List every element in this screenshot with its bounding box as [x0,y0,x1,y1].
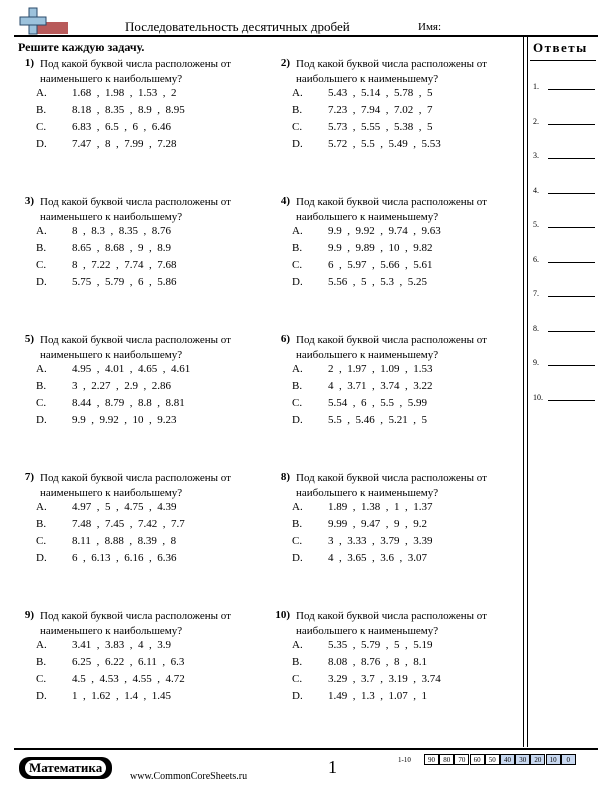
answer-line[interactable] [533,390,595,402]
choice-letter: C. [36,673,47,685]
answer-number: 5. [533,220,539,229]
answer-blank[interactable] [548,124,595,125]
choice-values: 8 , 8.3 , 8.35 , 8.76 [72,225,171,237]
score-box: 40 [500,754,515,765]
choice-values: 6 , 5.97 , 5.66 , 5.61 [328,259,433,271]
score-box: 70 [454,754,469,765]
brand-badge [19,757,112,779]
answer-blank[interactable] [548,89,595,90]
answer-number: 6. [533,254,539,264]
answer-choice [292,639,433,651]
answer-line[interactable] [533,321,595,333]
choice-letter: C. [292,397,303,409]
answer-choice [36,518,185,530]
answer-choice [292,656,427,668]
problem-question: Под какой буквой числа расположены от наибольшего к наименьшему? [296,472,487,499]
answer-number: 4. [533,185,539,195]
score-range-label: 1-10 [398,756,411,764]
answer-choice [36,535,176,547]
answer-choice [292,414,427,426]
problem-number: 7) [24,471,34,483]
score-box: 20 [530,754,545,765]
answer-choice [292,104,433,116]
choice-letter: B. [36,380,47,392]
answer-choice [292,552,427,564]
score-box: 80 [439,754,454,765]
name-label: Имя: [418,21,442,33]
choice-letter: D. [292,276,303,288]
header-divider [14,35,598,37]
brand-label: Математика [25,760,106,776]
problem-number: 6) [280,333,290,345]
page-number: 1 [328,757,337,777]
answer-choice [36,225,171,237]
answer-number: 1. [533,82,539,91]
problem-number: 2) [280,57,290,69]
choice-letter: A. [36,225,47,237]
choice-letter: B. [292,242,303,254]
choice-letter: D. [292,414,303,426]
choice-values: 3 , 3.33 , 3.79 , 3.39 [328,535,433,547]
choice-values: 9.9 , 9.89 , 10 , 9.82 [328,242,433,254]
score-box: 30 [515,754,530,765]
answers-title: Ответы [533,40,588,55]
answer-blank[interactable] [548,400,595,401]
problem-question: Под какой буквой числа расположены от наименьшего к наибольшему? [40,58,231,85]
problem [14,333,254,433]
answer-choice [292,397,427,409]
choice-letter: B. [36,656,47,668]
answer-choice [292,380,433,392]
answer-choice [292,225,441,237]
problem [270,609,510,709]
answer-choice [36,656,184,668]
answer-choice [36,276,177,288]
choice-values: 1 , 1.62 , 1.4 , 1.45 [72,690,171,702]
choice-letter: A. [292,225,303,237]
score-box: 60 [470,754,485,765]
choice-letter: C. [292,259,303,271]
choice-values: 9.99 , 9.47 , 9 , 9.2 [328,518,427,530]
problem-question: Под какой буквой числа расположены от наименьшего к наибольшему? [40,196,231,223]
answer-choice [36,138,177,150]
answer-choice [292,242,433,254]
answer-line[interactable] [533,79,595,91]
answer-choice [292,673,441,685]
choice-values: 5.73 , 5.55 , 5.38 , 5 [328,121,433,133]
choice-letter: A. [36,363,47,375]
choice-values: 5.72 , 5.5 , 5.49 , 5.53 [328,138,441,150]
answer-number: 7. [533,289,539,298]
choice-letter: C. [36,535,47,547]
problem-question: Под какой буквой числа расположены от наименьшего к наибольшему? [40,334,231,361]
choice-values: 4 , 3.65 , 3.6 , 3.07 [328,552,427,564]
answer-choice [36,87,177,99]
answer-line[interactable] [533,114,595,126]
choice-values: 8.11 , 8.88 , 8.39 , 8 [72,535,177,547]
choice-values: 8.65 , 8.68 , 9 , 8.9 [72,242,171,254]
answer-choice [36,690,171,702]
score-box: 90 [424,754,439,765]
problem-question: Под какой буквой числа расположены от наибольшего к наименьшему? [296,610,487,637]
choice-letter: D. [36,276,47,288]
problem [14,471,254,571]
choice-letter: C. [36,397,47,409]
problem-question: Под какой буквой числа расположены от наибольшего к наименьшему? [296,58,487,85]
problem-question: Под какой буквой числа расположены от наименьшего к наибольшему? [40,472,231,499]
answer-line[interactable] [533,355,595,367]
choice-values: 6.25 , 6.22 , 6.11 , 6.3 [72,656,185,668]
choice-letter: B. [36,104,47,116]
answer-choice [36,639,171,651]
choice-letter: B. [292,518,303,530]
choice-letter: A. [292,87,303,99]
answer-line[interactable] [533,286,595,298]
answer-choice [292,518,427,530]
answer-number: 3. [533,151,539,160]
choice-letter: C. [292,673,303,685]
choice-values: 7.48 , 7.45 , 7.42 , 7.7 [72,518,185,530]
choice-letter: A. [292,639,303,651]
choice-letter: C. [292,535,303,547]
answer-choice [292,259,433,271]
answer-choice [36,397,185,409]
answer-choice [36,121,171,133]
choice-values: 7.47 , 8 , 7.99 , 7.28 [72,138,177,150]
problem [14,57,254,157]
problem-number: 8) [280,471,290,483]
choice-values: 9.9 , 9.92 , 10 , 9.23 [72,414,177,426]
choice-values: 5.43 , 5.14 , 5.78 , 5 [328,87,433,99]
choice-letter: C. [292,121,303,133]
answer-line[interactable] [533,217,595,229]
choice-letter: D. [36,552,47,564]
answer-number: 9. [533,358,539,367]
choice-letter: D. [292,552,303,564]
answer-choice [36,501,177,513]
problem-number: 9) [24,609,34,621]
answer-number: 10. [533,392,543,402]
score-box: 50 [485,754,500,765]
footer-divider [14,748,598,750]
choice-letter: B. [292,380,303,392]
choice-values: 9.9 , 9.92 , 9.74 , 9.63 [328,225,441,237]
problem-number: 5) [24,333,34,345]
logo-icon [18,6,70,36]
choice-values: 4 , 3.71 , 3.74 , 3.22 [328,380,433,392]
choice-values: 4.5 , 4.53 , 4.55 , 4.72 [72,673,185,685]
choice-values: 1.89 , 1.38 , 1 , 1.37 [328,501,433,513]
answer-choice [292,121,433,133]
score-box: 10 [546,754,561,765]
choice-letter: A. [36,501,47,513]
answer-choice [36,363,190,375]
choice-letter: A. [292,501,303,513]
answer-choice [36,673,185,685]
choice-letter: D. [36,138,47,150]
score-box: 0 [561,754,576,765]
problem [270,195,510,295]
answer-blank[interactable] [548,158,595,159]
choice-letter: D. [36,414,47,426]
problem-question: Под какой буквой числа расположены от наименьшего к наибольшему? [40,610,231,637]
answer-choice [36,380,171,392]
problem-number: 1) [24,57,34,69]
choice-values: 6.83 , 6.5 , 6 , 6.46 [72,121,171,133]
choice-values: 5.35 , 5.79 , 5 , 5.19 [328,639,433,651]
choice-letter: A. [36,87,47,99]
problem-question: Под какой буквой числа расположены от наибольшего к наименьшему? [296,334,487,361]
choice-values: 2 , 1.97 , 1.09 , 1.53 [328,363,433,375]
choice-letter: B. [292,656,303,668]
choice-values: 8.18 , 8.35 , 8.9 , 8.95 [72,104,185,116]
choice-letter: D. [292,690,303,702]
answer-line[interactable] [533,252,595,264]
problem [270,471,510,571]
choice-values: 3.41 , 3.83 , 4 , 3.9 [72,639,171,651]
choice-letter: D. [36,690,47,702]
answer-choice [36,552,177,564]
answer-choice [36,259,177,271]
choice-values: 3 , 2.27 , 2.9 , 2.86 [72,380,171,392]
choice-values: 5.75 , 5.79 , 6 , 5.86 [72,276,177,288]
answer-blank[interactable] [548,262,595,263]
problem-question: Под какой буквой числа расположены от наибольшего к наименьшему? [296,196,487,223]
choice-letter: C. [36,121,47,133]
answer-choice [292,501,433,513]
problem [14,609,254,709]
answer-line[interactable] [533,148,595,160]
choice-letter: C. [36,259,47,271]
choice-values: 7.23 , 7.94 , 7.02 , 7 [328,104,433,116]
answer-choice [36,104,185,116]
answer-choice [36,242,171,254]
answer-choice [292,138,441,150]
choice-values: 1.68 , 1.98 , 1.53 , 2 [72,87,177,99]
answer-choice [36,414,177,426]
choice-values: 4.97 , 5 , 4.75 , 4.39 [72,501,177,513]
answer-blank[interactable] [548,296,595,297]
choice-letter: B. [36,242,47,254]
answer-blank[interactable] [548,193,595,194]
choice-values: 4.95 , 4.01 , 4.65 , 4.61 [72,363,191,375]
choice-values: 5.56 , 5 , 5.3 , 5.25 [328,276,427,288]
problem-number: 10) [275,609,290,621]
answer-number: 8. [533,323,539,333]
choice-letter: B. [36,518,47,530]
answer-choice [292,690,427,702]
answer-choice [292,276,427,288]
problem-number: 4) [280,195,290,207]
choice-letter: A. [292,363,303,375]
answer-column-border [527,35,528,747]
instructions: Решите каждую задачу. [18,40,145,54]
answer-choice [292,87,433,99]
choice-values: 5.5 , 5.46 , 5.21 , 5 [328,414,427,426]
choice-values: 6 , 6.13 , 6.16 , 6.36 [72,552,177,564]
answer-choice [292,363,433,375]
problem [14,195,254,295]
answer-choice [292,535,433,547]
problem-number: 3) [24,195,34,207]
choice-values: 3.29 , 3.7 , 3.19 , 3.74 [328,673,441,685]
choice-values: 8.08 , 8.76 , 8 , 8.1 [328,656,427,668]
choice-values: 8 , 7.22 , 7.74 , 7.68 [72,259,177,271]
answer-blank[interactable] [548,365,595,366]
choice-values: 5.54 , 6 , 5.5 , 5.99 [328,397,427,409]
problem [270,333,510,433]
answer-blank[interactable] [548,331,595,332]
site-url: www.CommonCoreSheets.ru [130,771,248,782]
choice-letter: A. [36,639,47,651]
answer-column-border [523,35,524,747]
answer-blank[interactable] [548,227,595,228]
choice-letter: B. [292,104,303,116]
worksheet-title: Последовательность десятичных дробей [125,19,350,34]
problem [270,57,510,157]
answer-line[interactable] [533,183,595,195]
answer-number: 2. [533,116,539,126]
choice-values: 8.44 , 8.79 , 8.8 , 8.81 [72,397,185,409]
answers-divider [530,60,596,61]
choice-values: 1.49 , 1.3 , 1.07 , 1 [328,690,427,702]
choice-letter: D. [292,138,303,150]
